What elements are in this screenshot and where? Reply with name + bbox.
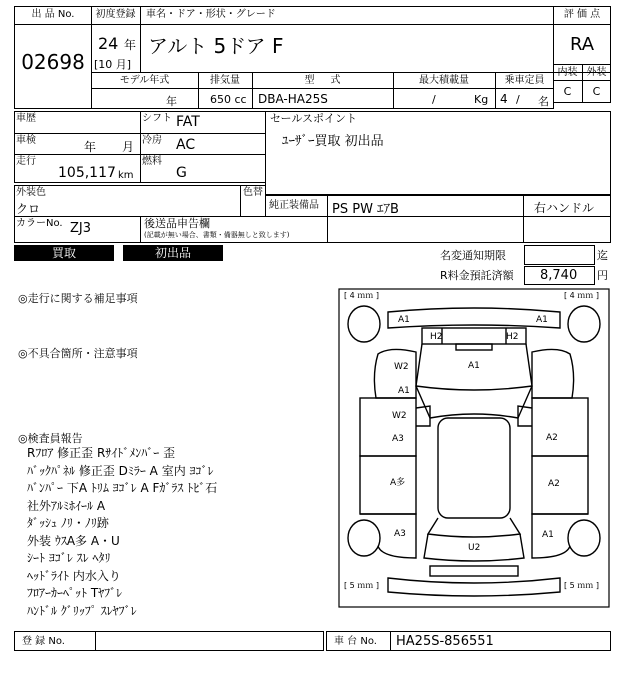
exterior-color-label: 外装色	[16, 187, 46, 198]
inspection-month-unit: 月	[122, 140, 135, 154]
aftermarket-note: (記載が無い場合、書類・備器無しと致します)	[144, 231, 290, 239]
recycle-fee-unit: 円	[597, 269, 608, 282]
history-label: 車歴	[16, 113, 36, 124]
mileage: 105,117	[58, 165, 116, 181]
mark-rear-right-a1: A1	[542, 530, 554, 540]
car-name-label: 車名・ドア・形状・グレード	[146, 9, 276, 20]
inspector-report-line: ﾌﾛｱｰｶｰﾍﾟｯﾄ Tﾔﾌﾞﾚ	[27, 586, 123, 600]
driving-remarks-title: ◎走行に関する補足事項	[18, 292, 138, 305]
lot-number-label: 出 品 No.	[31, 9, 75, 20]
defect-remarks-title: ◎不具合箇所・注意事項	[18, 347, 138, 360]
inspector-report-line: ｼｰﾄ ﾖｺﾞﾚ ｽﾚ ﾍﾀﾘ	[27, 551, 111, 565]
color-change-label: 色替	[243, 187, 263, 198]
mark-trunk-u2: U2	[468, 543, 481, 553]
recycle-fee-label: R料金預託済額	[440, 269, 514, 282]
mark-rear-door-a: A多	[390, 478, 406, 488]
mileage-label: 走行	[16, 156, 36, 167]
name-change-deadline-unit: 迄	[597, 249, 608, 262]
registration-month: [10 月]	[94, 58, 132, 71]
rating-value: RA	[569, 34, 595, 55]
max-load-unit: Kg	[474, 93, 489, 106]
car-diagram	[338, 288, 610, 608]
inspector-report-line: ﾍｯﾄﾞﾗｲﾄ 内水入り	[27, 568, 121, 583]
inspector-report-line: ﾊﾞﾝﾊﾟｰ 下A ﾄﾘﾑ ﾖｺﾞﾚ A Fｶﾞﾗｽ ﾄﾋﾞ石	[27, 481, 218, 495]
mileage-unit: km	[118, 170, 134, 181]
name-change-deadline-box	[524, 245, 595, 265]
shift-label: シフト	[142, 113, 172, 124]
displacement-label: 排気量	[210, 75, 240, 86]
exterior-grade: C	[592, 85, 601, 98]
capacity-unit: 名	[538, 95, 549, 108]
inspector-report-title: ◎検査員報告	[18, 432, 83, 445]
capacity-slash: /	[516, 93, 520, 106]
inspector-report-line: ﾊﾞｯｸﾊﾟﾈﾙ 修正歪 Dﾐﾗｰ A 室内 ﾖｺﾞﾚ	[27, 463, 214, 478]
registration-no-label: 登 録 No.	[22, 636, 65, 647]
chassis-no-label: 車 台 No.	[334, 636, 377, 647]
steering: 右ハンドル	[534, 201, 595, 215]
tire-depth-front-right: [ 4 ｍｍ ]	[564, 291, 599, 300]
recycle-fee: 8,740	[540, 268, 578, 283]
inspection-year-unit: 年	[84, 140, 97, 154]
capacity-label: 乗車定員	[504, 75, 545, 86]
interior-label: 内装	[557, 67, 578, 78]
inspector-report-line: ﾊﾝﾄﾞﾙ ｸﾞﾘｯﾌﾟ ｽﾚﾔﾌﾞﾚ	[27, 603, 137, 618]
max-load-label: 最大積載量	[419, 75, 469, 86]
equipment: PS PW ｴｱB	[332, 202, 399, 217]
car-name: アルト 5ドア F	[148, 34, 284, 58]
capacity: 4	[500, 92, 508, 106]
mark-fender-a1: A1	[398, 386, 410, 396]
tire-depth-rear-left: [ 5 ｍｍ ]	[344, 581, 379, 590]
shift: FAT	[176, 114, 200, 130]
exterior-label: 外装	[586, 67, 607, 78]
aftermarket-label: 後送品申告欄	[144, 217, 210, 230]
badge-kaitori: 買取	[14, 245, 114, 261]
registration-year-unit: 年	[124, 38, 137, 52]
name-change-deadline-label: 名変通知期限	[440, 249, 506, 262]
inspector-report-line: Rﾌﾛｱ 修正歪 Rｻｲﾄﾞﾒﾝﾊﾞｰ 歪	[27, 446, 176, 460]
interior-grade: C	[563, 85, 572, 98]
tire-depth-front-left: [ 4 ｍｍ ]	[344, 291, 379, 300]
mark-headlight-right: H2	[506, 332, 519, 342]
sales-point: ﾕｰｻﾞｰ買取 初出品	[282, 134, 384, 149]
badge-hatsu-shuppin: 初出品	[123, 245, 223, 261]
mark-rear-left-a3: A3	[394, 529, 406, 539]
registration-year: 24	[98, 34, 119, 53]
lot-number: 02698	[21, 50, 85, 74]
mark-door-w2: W2	[392, 411, 407, 421]
exterior-color-box	[14, 185, 266, 217]
color-no-label: カラーNo.	[16, 218, 63, 229]
mark-headlight-left: H2	[430, 332, 443, 342]
tire-depth-rear-right: [ 5 ｍｍ ]	[564, 581, 599, 590]
ac: AC	[176, 137, 196, 153]
inspection-label: 車検	[16, 135, 36, 146]
first-registration-label: 初度登録	[95, 9, 136, 20]
displacement: 650 cc	[210, 93, 247, 106]
equipment-label: 純正装備品	[269, 200, 319, 211]
mark-front-bumper-left: A1	[398, 315, 410, 325]
rating-label: 評 価 点	[563, 9, 601, 20]
mark-front-bumper-right: A1	[536, 315, 548, 325]
inspector-report-line: 社外ｱﾙﾐﾎｲｰﾙ A	[27, 498, 106, 513]
mark-fender-w2: W2	[394, 362, 409, 372]
inspector-report-line: 外装 ｳｽA多 A・U	[27, 533, 120, 548]
model-code-label: 型 式	[304, 75, 341, 86]
model-year-unit: 年	[166, 95, 177, 108]
sales-point-label: セールスポイント	[270, 112, 358, 125]
model-year-label: モデル年式	[119, 75, 170, 86]
chassis-no: HA25S-856551	[396, 634, 494, 649]
mark-rear-right-a2: A2	[548, 479, 560, 489]
fuel: G	[176, 165, 187, 181]
mark-door-a3: A3	[392, 434, 404, 444]
mark-door-right-a2: A2	[546, 433, 558, 443]
model-code: DBA-HA25S	[258, 92, 328, 106]
inspector-report-line: ﾀﾞｯｼｭ ﾉﾘ・ﾉﾘ跡	[27, 516, 109, 530]
color-no: ZJ3	[70, 221, 92, 236]
exterior-color: クロ	[16, 202, 41, 216]
color-no-box	[14, 216, 611, 243]
ac-label: 冷房	[142, 135, 162, 146]
fuel-label: 燃料	[142, 156, 162, 167]
mark-hood: A1	[468, 361, 480, 371]
max-load-slash: /	[432, 93, 436, 106]
